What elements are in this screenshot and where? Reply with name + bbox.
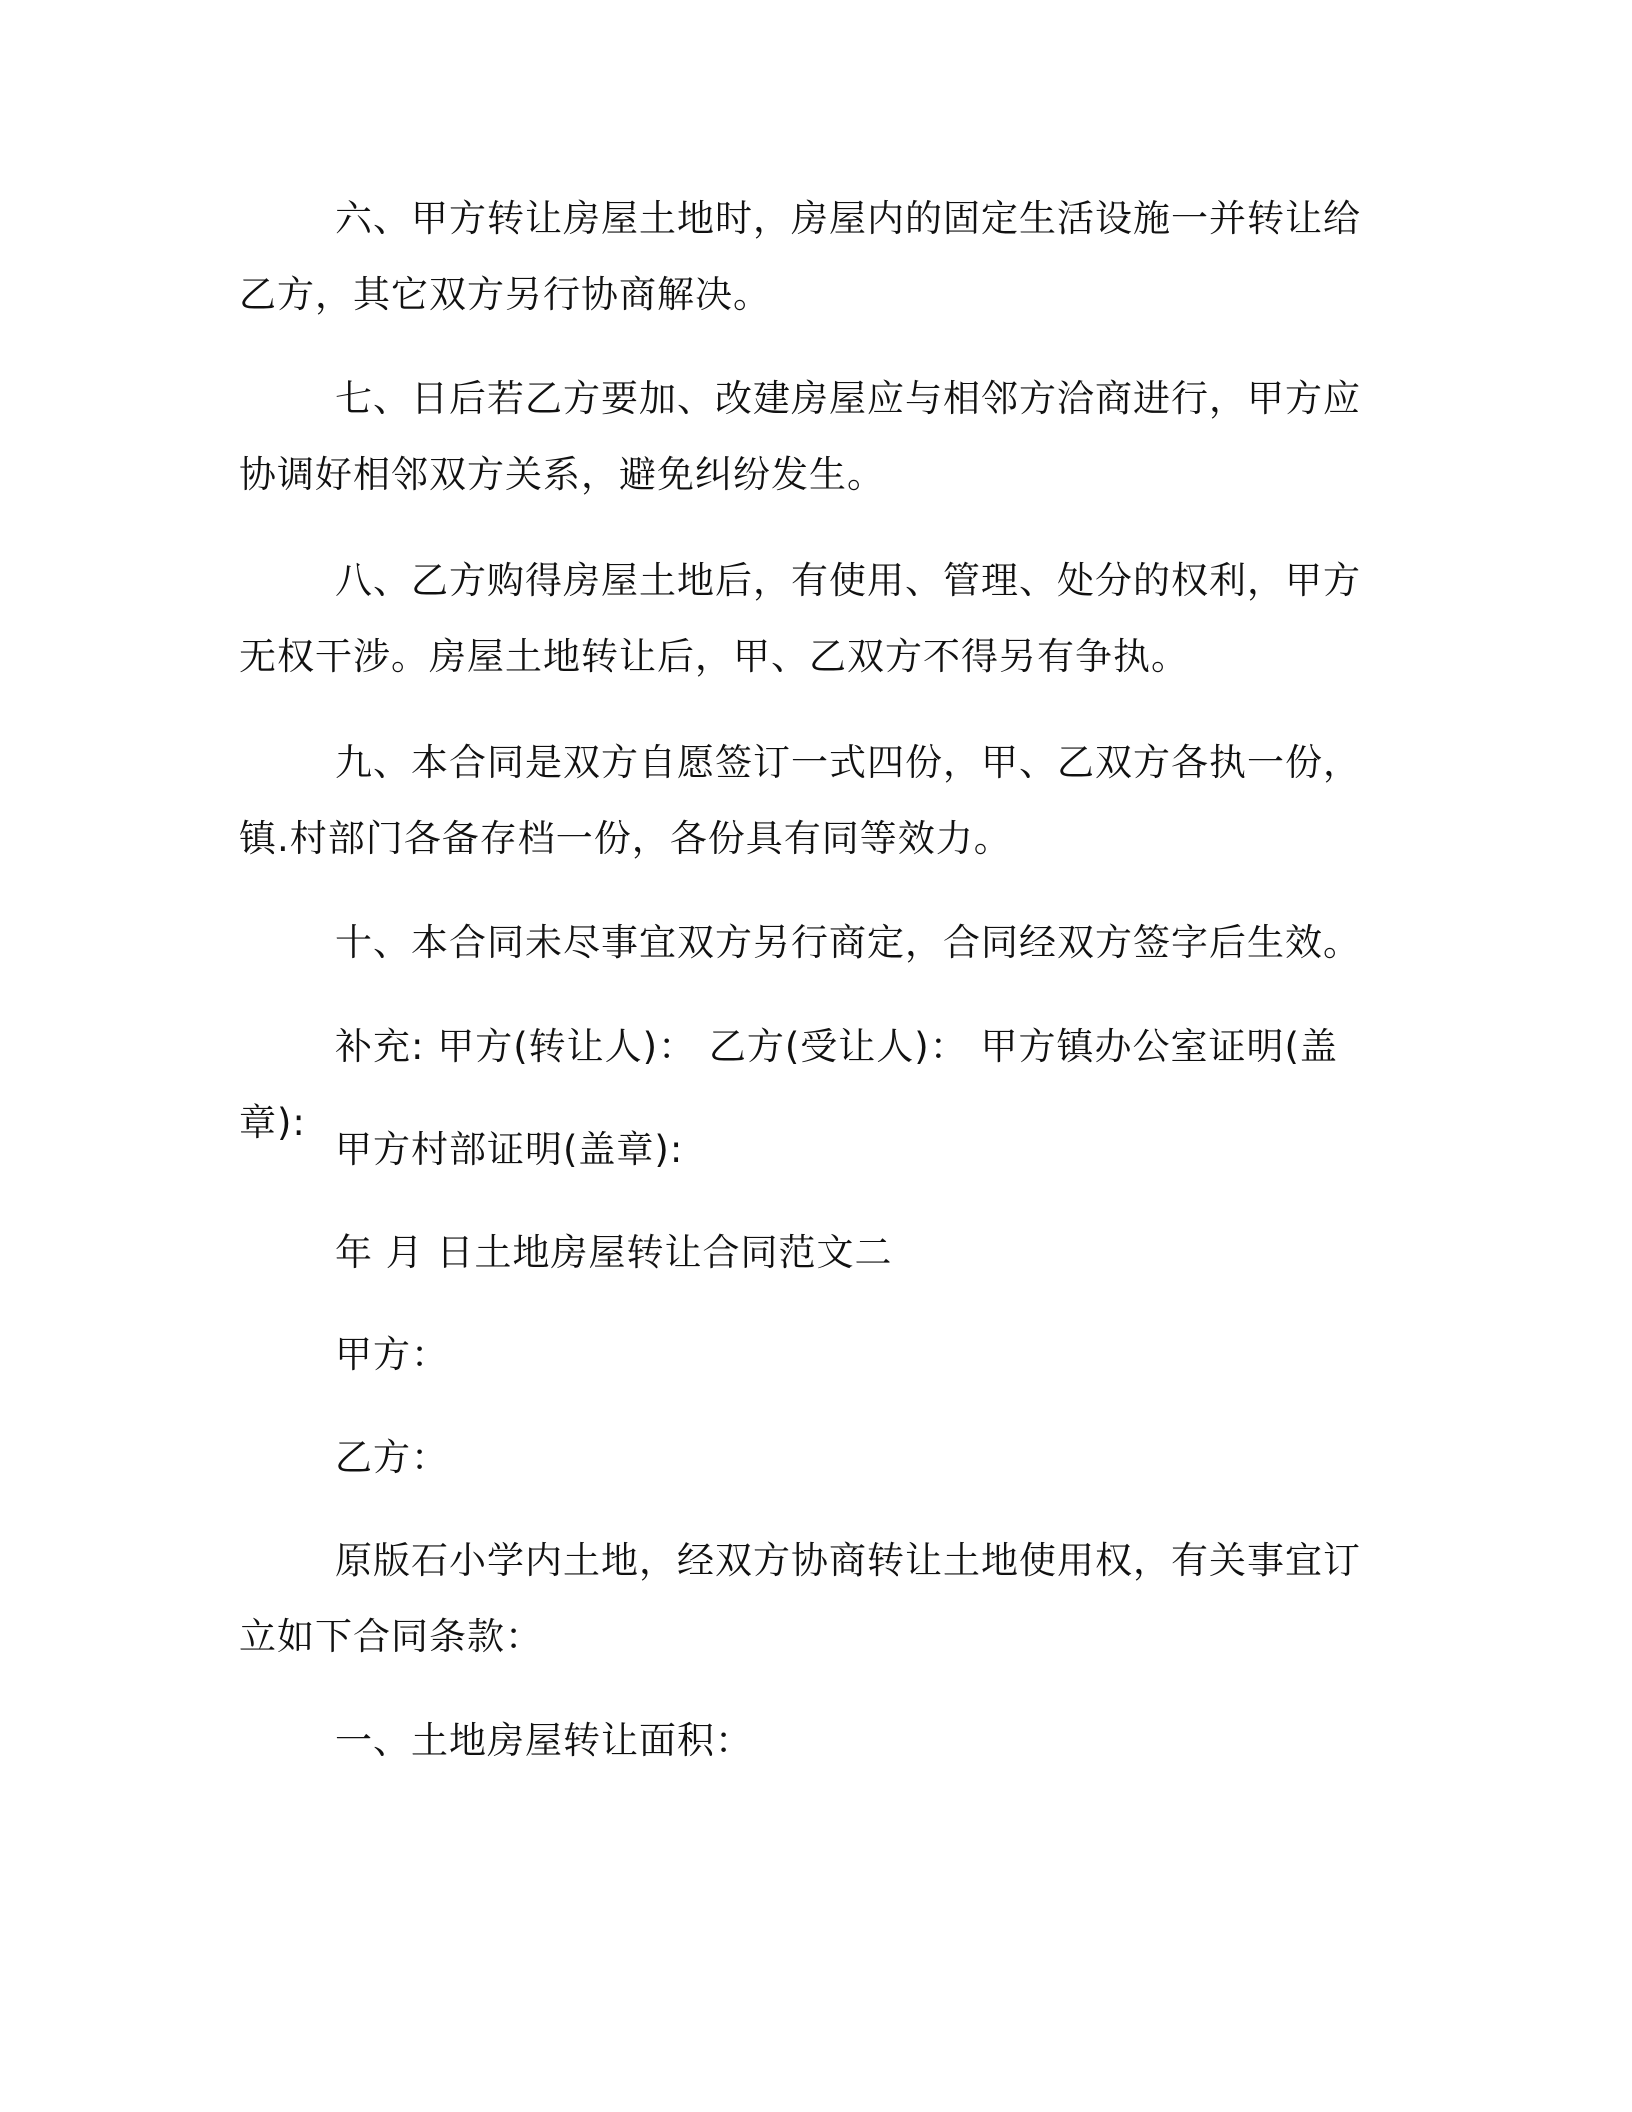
paragraph-line: 一、土地房屋转让面积： <box>335 1719 753 1762</box>
paragraph-line: 甲方： <box>335 1333 449 1376</box>
paragraph-text <box>239 361 1389 513</box>
paragraph-line: 七、日后若乙方要加、改建房屋应与相邻方洽商进行，甲方应协 <box>239 377 1361 496</box>
paragraph-text <box>239 1523 1389 1675</box>
paragraph-eight <box>239 543 1389 695</box>
paragraph-line: 补充: 甲方(转让人)： 乙方(受让人)： 甲方镇办公室证明(盖章): <box>239 1025 1338 1144</box>
paragraph-line: 村部门各备存档一份，各份具有同等效力。 <box>289 817 1012 860</box>
land-intro-paragraph <box>239 1523 1389 1675</box>
paragraph-line: 原版石小学内土地，经双方协商转让土地使用权，有关事宜订立 <box>239 1539 1361 1658</box>
section-heading <box>239 1215 1389 1291</box>
paragraph-text <box>239 181 1389 333</box>
paragraph-line: 九、本合同是双方自愿签订一式四份，甲、乙双方各执一份，镇. <box>239 741 1361 860</box>
paragraph-text <box>239 1317 1389 1393</box>
paragraph-line: 方，其它双方另行协商解决。 <box>277 273 771 316</box>
paragraph-line: 甲方村部证明(盖章): <box>335 1128 684 1171</box>
paragraph-text <box>239 1215 1389 1291</box>
paragraph-text <box>239 725 1389 877</box>
paragraph-line: 权干涉。房屋土地转让后，甲、乙双方不得另有争执。 <box>277 635 1189 678</box>
paragraph-line: 乙方： <box>335 1436 449 1479</box>
paragraph-text <box>239 1703 1389 1779</box>
paragraph-text <box>239 543 1389 695</box>
village-certificate-line <box>239 1112 1389 1188</box>
paragraph-nine <box>239 725 1389 877</box>
paragraph-seven <box>239 361 1389 513</box>
paragraph-line: 八、乙方购得房屋土地后，有使用、管理、处分的权利，甲方无 <box>239 559 1361 678</box>
party-b-line <box>239 1420 1389 1496</box>
paragraph-text <box>239 1420 1389 1496</box>
paragraph-line: 调好相邻双方关系，避免纠纷发生。 <box>277 453 885 496</box>
clause-one-heading <box>239 1703 1389 1779</box>
party-a-line <box>239 1317 1389 1393</box>
paragraph-line: 六、甲方转让房屋土地时，房屋内的固定生活设施一并转让给乙 <box>239 197 1361 316</box>
paragraph-line: 十、本合同未尽事宜双方另行商定，合同经双方签字后生效。 <box>335 921 1361 964</box>
paragraph-six <box>239 181 1389 333</box>
paragraph-line: 年 月 日土地房屋转让合同范文二 <box>335 1231 893 1274</box>
paragraph-text <box>239 905 1389 981</box>
paragraph-ten <box>239 905 1389 981</box>
paragraph-line: 如下合同条款： <box>277 1615 543 1658</box>
paragraph-text <box>239 1112 1389 1188</box>
